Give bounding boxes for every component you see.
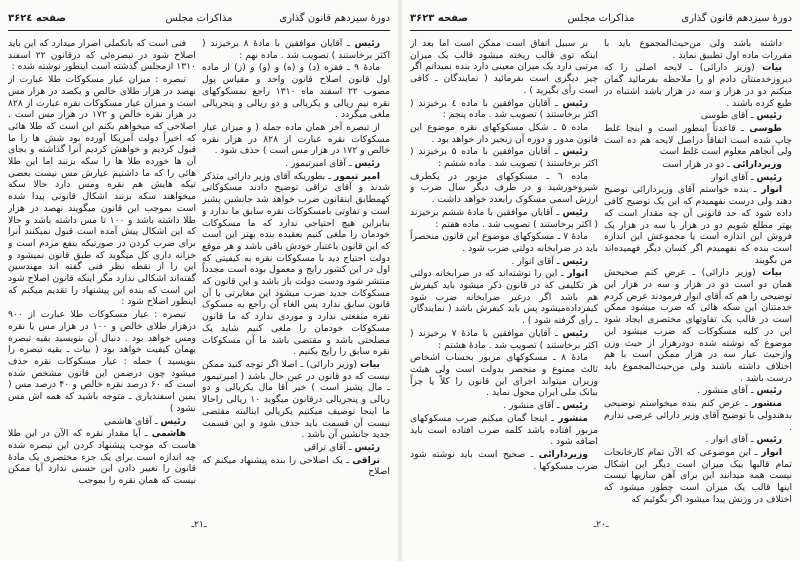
text-paragraph bbox=[8, 38, 196, 73]
speech-paragraph bbox=[410, 98, 598, 121]
text-paragraph bbox=[8, 74, 196, 308]
speaker-name: رئیس bbox=[756, 171, 782, 183]
paragraph-text: ـ این موضوعی که الآن تمام کارخانجات تمام قالبها بیک میزان است دیگر این اشکال نیست همه میدانند این برای آهن سازیها نیست اینها قالب یک میزان است چطور میشود که اختلاف در وزنش پیدا میشود اگر بگوئیم که bbox=[604, 446, 792, 505]
paragraph-text: ـ آقایان موافقین با ماده ٤ برخیزند ( اکثر برخاستند ) تصویب شد . ماده پنجم : bbox=[410, 97, 598, 121]
paragraph-text: ـ دو در هزار است bbox=[662, 159, 733, 171]
speaker-name: رئیس bbox=[562, 146, 588, 158]
paragraph-text: ـ آقای طوسی bbox=[700, 110, 757, 122]
text-column-left bbox=[410, 38, 598, 508]
paragraph-text: ـ آقای امیرتیمور . bbox=[285, 158, 355, 170]
page-header bbox=[410, 10, 792, 31]
speech-paragraph bbox=[604, 62, 792, 109]
paragraph-text: ـ اینجا گمان میکنم ضرب مسکوکهای مزبور افتاده باشد کلمه ضرب افتاده است باید اضافه شود . bbox=[410, 412, 598, 448]
publication-title: مذاکرات مجلس bbox=[567, 13, 635, 24]
paragraph-text: تبصره : عیار مسکوکات طلا عبارت از ۹۰۰ درهزار طلای خالص و ۱۰۰ در هزار مس یا نقره ومس خواهد بود . دنبال آن بنویسید بقیه تبصره بهمان کیفیت خواهد بود ( بیات ـ بقیه تبصره را بنویسید ) جمله : عیار مسکوکات نقره حذف میشود چون درضمن این قانون مشخص شده است که ۶۰ درصد نقره خالص و ۴۰ درصد مس ( یمین اسفندیاری ـ متوجه باشید که همه اش مس نشود ) bbox=[8, 309, 196, 414]
right-page bbox=[402, 0, 800, 561]
speech-paragraph bbox=[202, 171, 390, 358]
speaker-name: انوار bbox=[761, 184, 782, 196]
page-header bbox=[8, 10, 390, 31]
text-paragraph bbox=[202, 122, 390, 157]
page-footer-number: ـ۲۰ـ bbox=[593, 520, 609, 530]
paragraph-text: (وزیر دارائی) ـ عرض کنم صحیحش همان دو است دو در هزار و سه در هزار این توضیحی را هم که آقای انوار فرمودند عرض کردم خدمتتان این سکه هائی که ضرب میشود ممکن است در قالب یک تفاوتهای مختصری ایجاد شود این در کلیه مسکوکات که ضرب میشود این موضوع که نوشته شده دودرهزار از حیث وزن وازحیث عیار سه در هزار ممکن است با هم اختلاف داشته باشند ولی من‌حیث‌المجموع باید درست باشد . bbox=[604, 267, 792, 384]
paragraph-text: ـ آقایان موافقین با مادهٔ ۸ برخیزند ( اکثر برخاستند ) تصویب شد . ماده نهم : bbox=[202, 38, 390, 61]
speaker-name: وزیردارائی bbox=[732, 159, 782, 171]
speaker-name: انوار bbox=[761, 446, 782, 458]
paragraph-text: ـ این را نوشته‌اند که در ضرابخانه دولتی هر تکلیفی که در قانون ذکر میشود باید کیفرش هم باشد اگر درغیر ضرابخانه ضرب شود کیفرداده‌میشود پس باید کیفرش باشد ( نمایندگان ـ رأی گرفته شود ) . bbox=[410, 268, 598, 327]
speaker-name: انوار bbox=[567, 268, 588, 280]
paragraph-text: ـ بنده خواستم آقای وزیردارائی توضیح دهند ولی درست نفهمیدم که این یک توضیح کافی داده شود که حد قانونی آن چه مقدار است که بهتر مطلع شویم دو در هزار یا سه در هزار یک فروش این اندازه است یا مجموعش این اندازه است بنده که نفهمیدم اگر کسان دیگر فهمیده‌اند من بگویند bbox=[604, 184, 792, 266]
text-paragraph bbox=[604, 38, 792, 61]
speech-paragraph bbox=[202, 359, 390, 441]
speech-paragraph bbox=[604, 385, 792, 397]
speech-paragraph bbox=[202, 442, 390, 454]
paragraph-text: ـ آقای انوار . bbox=[705, 434, 757, 446]
speech-paragraph bbox=[410, 268, 598, 327]
speech-paragraph bbox=[410, 256, 598, 268]
paragraph-text: ـ آقایان موافقین با ماده ۵ برخیزند ( اکثر برخاستند ) تصویب شد . ماده ششم : bbox=[410, 146, 598, 170]
speaker-name: رئیس bbox=[562, 400, 588, 412]
paragraph-text: فنی است که بانکملی اصرار میدارد که این باید اصلاح شود در تبصره‌ئی که درقانون ۲۲ اسفند ۱۳۱۰ ازمجلس گذشته است اینطور نوشته شده : bbox=[8, 38, 196, 73]
paragraph-text: ـ آقای تراقی bbox=[303, 441, 355, 453]
text-paragraph bbox=[410, 352, 598, 399]
session-title: دورهٔ سیزدهم قانون گذاری bbox=[279, 13, 390, 24]
text-column-right bbox=[202, 38, 390, 508]
speaker-name: منشور bbox=[752, 398, 782, 410]
speech-paragraph bbox=[604, 123, 792, 158]
paragraph-text: (وزیر دارائی) ـ اصلا اگر توجه کنید ممکن نیست که دو قانون در عین حال باشد ( امیرتیمور ـ مال پشیز است ) خیر آقا مال یکریالی و دو ریالی و پنجریالی درقانون میگوید ۱۰ ریالی راحالا ما اینجا توصیف میکنیم یکریالی اینالبته مقتضی نیست آن قسمت باید حذف شود و این قسمت جدید جانشین آن باشد . bbox=[202, 358, 390, 441]
speaker-name: رئیس bbox=[160, 415, 186, 427]
speech-paragraph bbox=[8, 428, 196, 487]
paragraph-text: بر سبیل اتفاق است ممکن است اما بعد از اینکه توی قالب ریخته میشود قالب یک میزان مرتبی دارد یک میزان معینی دارد بنده نمیدانم اگر چیز دیگری است بفرمائید ( نمایندگان ـ کافی است رأی بگیرید ) . bbox=[410, 38, 598, 96]
paragraph-text: ـ قاعدتاً اینطور است و اینجا غلط چاپ شده است اتفاقاً دراصل لایحه هم ده است ولی آنجاهم معلوم است غلط است bbox=[604, 122, 792, 158]
speaker-name: بیات bbox=[762, 267, 782, 279]
text-paragraph bbox=[8, 309, 196, 414]
paragraph-text: تبصره : میزان عیار مسکوکات طلا عبارت از نهصد در هزار طلای خالص و یکصد در هزار مس است و میزان عیار مسکوکات نقره عبارت از ۸۲۸ در هزار نقره خالص و ۱۷۲ در هزار مس است . اصلاحی که میخواهم بکنم این است که طلا هائی که اخیراً دولت آمریکا آورده بود شش ها را ما قبول کردیم و خواهش کردیم آنرا گذاشته و بجای آن ها خورده طلا ها را سکه بزنند اما این طلا هائی را که ما داشتیم عیارش مس نیست بعضی تیکه هایش هم نقره ومس دارد حالا سکه میخواهند سکه بزنند اشکال قانونی پیدا شده است بموجب این قانون میگویند نهصد در هزار طلا داشته باشد و ۱۰۰ تا مس داشته باشد و حالا که این اشکال پیش آمده است قبول نمیکنند آنرا برای ضرب کردن در صورتیکه بنفع مردم است و خزانه داری کل میگوید که طبق قانون نمیشود و این را از نقطه نظر فنی گفته اند مهندسین گفته‌اند اشکالی ندارد مگر اینکه قانون اصلاح شود این است که بنده این پیشنهاد را تقدیم میکنم که اینطور اصلاح شود : bbox=[8, 74, 196, 308]
paragraph-text: مادهٔ ۸ ـ مسکوکهای مزبور بحساب اشخاص ثالث ممنوع و منحصر بدولت است ولی هیئت وزیران میتواند اجرای این قانون را کلاً یا جزاً ببانک ملی ایران محول نماید . bbox=[410, 352, 598, 399]
speaker-name: تراقی bbox=[352, 454, 380, 466]
text-column-right bbox=[604, 38, 792, 508]
paragraph-text: از تبصره آخر همان ماده جمله ( و میزان عیار مسکوکات نقره عبارت از ۸۲۸ در هزار نقره خالص و ۱۷۲ در هزار مس است ) حذف شود . bbox=[202, 121, 390, 157]
speaker-name: رئیس bbox=[756, 385, 782, 397]
text-paragraph bbox=[410, 122, 598, 145]
paragraph-text: داشته باشد ولی من‌حیث‌المجموع باید با مقررات ماده اول تطبیق نماید . bbox=[604, 38, 792, 61]
speaker-name: هاشمی bbox=[151, 428, 186, 440]
publication-title: مذاکرات مجلس bbox=[165, 13, 233, 24]
paragraph-text: ـ آقایان موافقین با مادهٔ ششم برخیزند ( اکثر برخاستند ) تصویب شد . ماده هفتم : bbox=[410, 206, 598, 230]
speech-paragraph bbox=[410, 449, 598, 472]
speech-paragraph bbox=[410, 413, 598, 448]
paragraph-text: ـ آیا مقدار نقره که الآن در این طلا هاست که موجب پیشنهاد کردن این تبصره شده چه اندازه است برای یک جزء مختصری یک مادهٔ قانون را تغییر دادن این حسنی ندارد آیا ممکن نیست که همان نقره را بموجب bbox=[8, 428, 196, 487]
speech-paragraph bbox=[604, 184, 792, 266]
speaker-name: امیر تیمور bbox=[333, 170, 380, 182]
paragraph-text: ـ آقایان موافقین با مادهٔ ۷ برخیزند ( اکثر برخاستند ) تصویب شد . مادهٔ هشتم : bbox=[410, 327, 598, 351]
paragraph-text: ـ آقای انوار bbox=[711, 171, 757, 183]
session-title: دورهٔ سیزدهم قانون گذاری bbox=[681, 13, 792, 24]
speaker-name: رئیس bbox=[354, 38, 380, 49]
paragraph-text: ـ آقای انوار . bbox=[511, 255, 563, 267]
speech-paragraph bbox=[202, 455, 390, 478]
speaker-name: رئیس bbox=[562, 97, 588, 109]
speaker-name: طوسی bbox=[749, 122, 782, 134]
speaker-name: رئیس bbox=[562, 327, 588, 339]
speech-paragraph bbox=[410, 207, 598, 230]
speech-paragraph bbox=[604, 159, 792, 171]
speech-paragraph bbox=[604, 447, 792, 506]
page-footer-number: ـ۲۱ـ bbox=[191, 520, 207, 530]
paragraph-text: ـ صحیح است باید نوشته شود ضرب مسکوکها . bbox=[410, 448, 598, 472]
speech-paragraph bbox=[410, 146, 598, 169]
speaker-name: بیات bbox=[762, 62, 782, 74]
speech-paragraph bbox=[604, 267, 792, 384]
paragraph-text: ـ آقای منشور . bbox=[503, 400, 563, 412]
paragraph-text: ماده ۵ ـ شکل مسکوکهای نقره موضوع این قانون مدور و دوره آن زنجیر دار خواهد بود . bbox=[410, 121, 598, 145]
paragraph-text: ـ بطوریکه آقای وزیر دارائی متذکر شدند و آقای تراقی توضیح دادند مسکوکاتی کهمطابق اینقانون ضرب خواهد شد جانشین پشیز است و تفاوتی بامسکوکات نقره سابق ما ندارد و بنابراین هیچ احتیاجی ندارد که ما مسکوکات خودمان را ملغی کنیم بعقیده بنده بهتر این است که این قانون باعتبار خودش باقی باشد و هر موقع دولت احتیاج دید با مسکوکات نقره به کیفیتی که اول در این کشور رایج و معمول بوده است مجدداً منتشر شود ودست دولت باز باشد و این قانون که مسکوکات جدید ضرب میشود این مغایرتی با آن قانون سابق ندارد پس الغاء آن راجع به مسکوک نقره منفعتی ندارد و موردی ندارد که ما قانون مسکوکات خودمان را ملغی کنیم شاید یک مصلحتی باشد و مقتضی باشد ما آن مسکوکات نقره سابق را رایج بکنیم . bbox=[202, 170, 390, 358]
left-page bbox=[0, 0, 398, 561]
speaker-name: رئیس bbox=[756, 110, 782, 122]
page-number: صفحه ۳۶۲۳ bbox=[410, 13, 469, 24]
speaker-name: رئیس bbox=[756, 434, 782, 446]
text-column-left bbox=[8, 38, 196, 508]
paragraph-text: ـ آقای منشور . bbox=[697, 385, 757, 397]
speaker-name: رئیس bbox=[354, 158, 380, 170]
speaker-name: بیات bbox=[360, 358, 380, 370]
speech-paragraph bbox=[604, 434, 792, 446]
speech-paragraph bbox=[604, 398, 792, 433]
text-paragraph bbox=[410, 171, 598, 206]
paragraph-text: مادهٔ ۷ ـ مسکوکهای موضوع این قانون منحصراً باید در ضرابخانه دولتی ضرب شود . bbox=[410, 231, 598, 254]
speaker-name: رئیس bbox=[562, 206, 588, 218]
speech-paragraph bbox=[8, 416, 196, 428]
speaker-name: وزیردارائی bbox=[538, 448, 588, 460]
text-paragraph bbox=[202, 62, 390, 121]
paragraph-text: مادهٔ ۹ ـ فقره (د) و (ه) و (و) و (ز) از ماده اول قانون اصلاح قانون واحد و مقیاس پول مصوب ۲۲ اسفند ماه ۱۳۱۰ راجع بمسکوکهای نقره نیم ریالی و یکریالی و دو ریالی و پنجریالی ملغی میگردد . bbox=[202, 62, 390, 121]
paragraph-text: ـ آقای هاشمی bbox=[103, 415, 161, 427]
paragraph-text: ـ عرض کنم بنده میخواستم توضیحی بدهندولی با توضیح آقای وزیر دارائی عرضی ندارم . bbox=[604, 398, 792, 433]
speech-paragraph bbox=[410, 328, 598, 351]
speaker-name: منشور bbox=[558, 412, 588, 424]
speech-paragraph bbox=[604, 110, 792, 122]
speech-paragraph bbox=[202, 158, 390, 170]
speech-paragraph bbox=[604, 172, 792, 184]
text-paragraph bbox=[410, 38, 598, 97]
paragraph-text: ـ یک اصلاحی را بنده پیشنهاد میکنم که اصلاح bbox=[202, 454, 390, 478]
paragraph-text: (وزیر دارائی) ـ لایحه اصلی را که دیروزخدمتتان دادم او را ملاحظه بفرمائید گمان میکنم دو در هزار و سه در هزار باشد اشتباه در طبع کرده باشند . bbox=[604, 62, 792, 109]
speech-paragraph bbox=[202, 38, 390, 61]
speaker-name: رئیس bbox=[354, 441, 380, 453]
page-number: صفحه ۳۶۲٤ bbox=[8, 13, 67, 24]
speech-paragraph bbox=[410, 400, 598, 412]
speaker-name: رئیس bbox=[562, 255, 588, 267]
text-paragraph bbox=[410, 231, 598, 254]
paragraph-text: ماده ٦ ـ مسکوکهای مزبور در یکطرف شیروخورشید و در طرف دیگر سال ضرب و ارزش اسمی مسکوک رابعدد خواهد داشت . bbox=[410, 170, 598, 206]
